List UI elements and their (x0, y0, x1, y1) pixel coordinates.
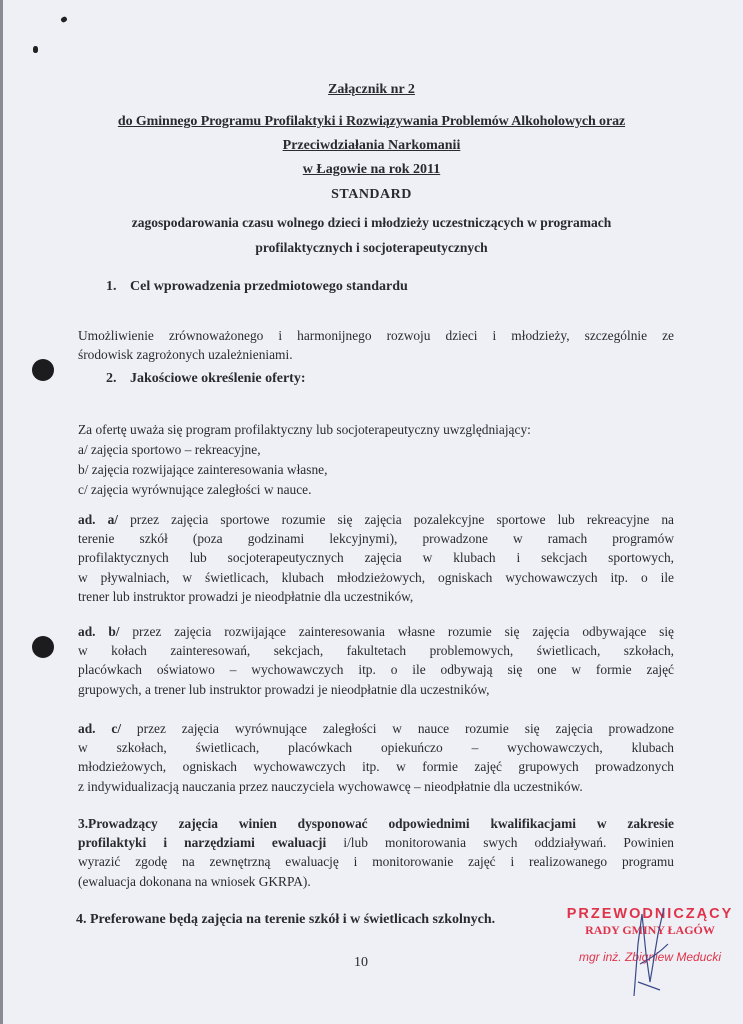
standard-subtitle-line1: zagospodarowania czasu wolnego dzieci i młodzieży uczestniczących w programach (131, 215, 612, 230)
paragraph-line: terenie szkół (poza godzinami lekcyjnymi), prowadzone w ramach programów (78, 531, 674, 547)
section-3-bold-line: 3.Prowadzący zajęcia winien dysponować odpowiednimi kwalifikacjami w zakresie (78, 816, 674, 831)
paragraph-line: w szkołach, świetlicach, placówkach opiekuńczo – wychowawczych, klubach (78, 740, 674, 756)
paragraph-line: Umożliwienie zrównoważonego i harmonijnego rozwoju dzieci i młodzieży, szczególnie ze (78, 328, 674, 343)
scan-speck (33, 46, 38, 53)
section-1-paragraph (78, 326, 674, 364)
list-item-c: c/ zajęcia wyrównujące zaległości w nauce. (78, 482, 312, 497)
paragraph-text: przez zajęcia rozwijające zainteresowania własne rozumie się zajęcia odbywające się (119, 624, 674, 639)
paragraph-line (78, 622, 674, 641)
stamp-name: mgr inż. Zbigniew Meducki (578, 950, 722, 964)
punch-hole-top (32, 359, 54, 381)
list-item-b: b/ zajęcia rozwijające zainteresowania własne, (78, 462, 328, 477)
paragraph-line: Za ofertę uważa się program profilaktyczny lub socjoterapeutyczny uwzględniający: (78, 422, 531, 437)
ad-a-paragraph (78, 510, 674, 606)
paragraph-text: przez zajęcia wyrównujące zaległości w nauce rozumie się zajęcia prowadzone (121, 721, 674, 736)
section-1-title: Cel wprowadzenia przedmiotowego standardu (130, 279, 408, 294)
ad-c-paragraph (78, 719, 674, 796)
paragraph-line: profilaktycznych lub socjoterapeutycznych zajęcia w klubach i sekcjach sportowych, (78, 550, 674, 566)
paragraph-line (78, 510, 674, 529)
paragraph-text: przez zajęcia sportowe rozumie się zajęcia pozalekcyjne sportowe lub rekreacyjne na (118, 512, 674, 527)
bold-text: profilaktyki i narzędziami ewaluacji (78, 835, 327, 851)
paragraph-line: (ewaluacja dokonana na wniosek GKRPA). (78, 873, 311, 889)
signature-stroke (634, 908, 668, 996)
paragraph-line: młodzieżowych, ogniskach wychowawczych itp. w formie zajęć grupowych prowadzonych (78, 759, 674, 775)
section-1-number: 1. (106, 279, 117, 294)
standard-subtitle-line2: profilaktycznych i socjoterapeutycznych (255, 240, 488, 255)
paragraph-line: grupowych, a trener lub instruktor prowadzi je nieodpłatnie dla uczestników, (78, 681, 490, 697)
program-title-line1: do Gminnego Programu Profilaktyki i Rozwiązywania Problemów Alkoholowych oraz (117, 114, 626, 129)
ad-c-label: ad. c/ (78, 721, 122, 736)
paragraph-line (78, 833, 674, 852)
section-3-paragraph (78, 814, 674, 891)
ad-b-label: ad. b/ (78, 624, 120, 639)
paragraph-line: placówkach oświatowo – wychowawczych itp. o ile odbywają się one w formie zajęć (78, 662, 674, 678)
ad-a-label: ad. a/ (78, 512, 118, 527)
handwritten-signature (620, 904, 680, 999)
standard-heading: STANDARD (331, 187, 412, 202)
paragraph-line: z indywidualizacją nauczania przez nauczyciela wychowawcę – nieodpłatnie dla uczestników. (78, 778, 583, 794)
attachment-title: Załącznik nr 2 (328, 82, 415, 97)
paragraph-line: środowisk zagrożonych uzależnieniami. (78, 347, 293, 363)
stamp-title: PRZEWODNICZĄCY (566, 906, 734, 922)
scan-speck (60, 16, 68, 23)
section-1-heading (106, 279, 408, 295)
ad-b-paragraph (78, 622, 674, 699)
list-item-a: a/ zajęcia sportowo – rekreacyjne, (78, 442, 261, 457)
program-title-line3: w Łagowie na rok 2011 (302, 162, 441, 177)
paragraph-line: wyrazić zgodę na zewnętrzną ewaluację i monitorowanie zajęć i realizowanego programu (78, 854, 674, 870)
offer-intro-list (78, 420, 674, 500)
paragraph-line: trener lub instruktor prowadzi je nieodpłatnie dla uczestników, (78, 588, 414, 604)
paragraph-text: i/lub monitorowania swych oddziaływań. Powinien (326, 835, 675, 851)
paragraph-line (78, 719, 674, 738)
stamp-council: RADY GMINY ŁAGÓW (585, 923, 715, 937)
punch-hole-bottom (32, 636, 54, 658)
page-number: 10 (354, 955, 368, 970)
section-2-title: Jakościowe określenie oferty: (130, 371, 306, 386)
section-2-heading (106, 371, 305, 387)
section-2-number: 2. (106, 371, 117, 386)
paragraph-line: w pływalniach, w świetlicach, klubach młodzieżowych, ogniskach wychowawczych itp. o ile (78, 569, 674, 585)
program-title-line2: Przeciwdziałania Narkomanii (282, 138, 461, 153)
section-4-text: 4. Preferowane będą zajęcia na terenie szkół i w świetlicach szkolnych. (76, 912, 496, 927)
paragraph-line: w kołach zainteresowań, sekcjach, fakultetach problemowych, świetlicach, szkołach, (78, 643, 674, 659)
